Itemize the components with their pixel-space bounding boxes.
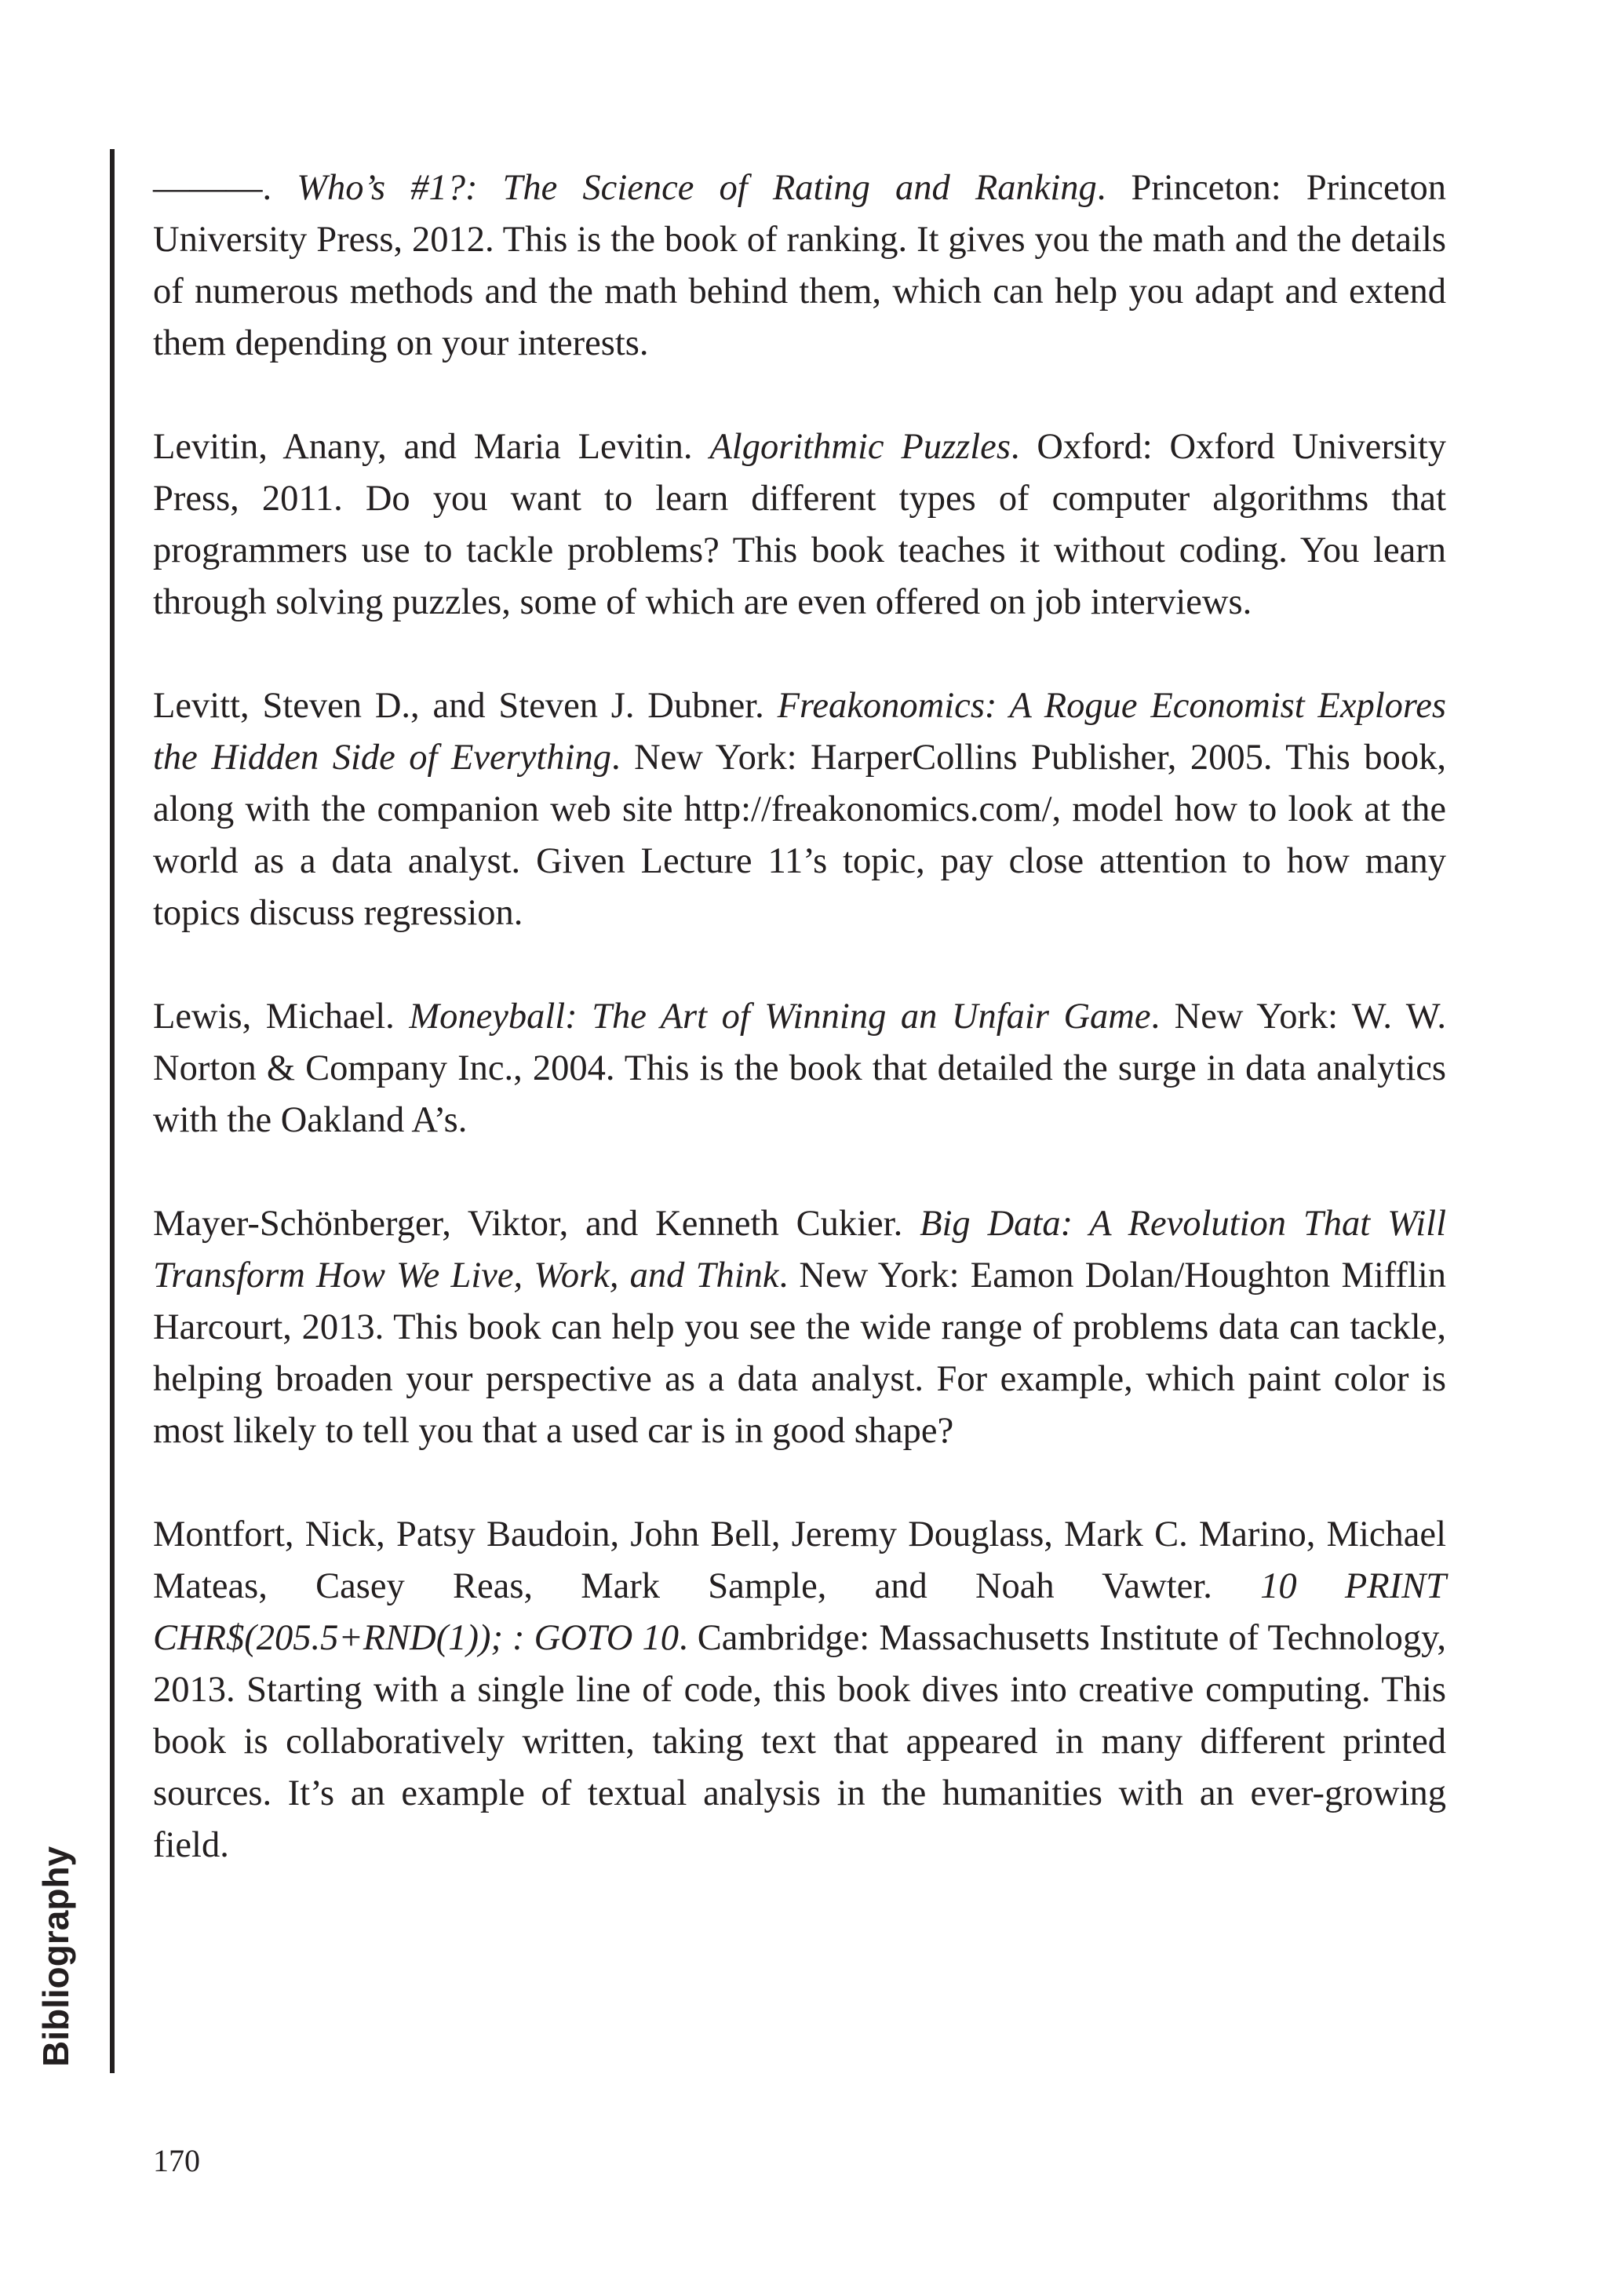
page-number: 170 xyxy=(153,2143,200,2178)
entry-authors: ———. xyxy=(153,168,297,208)
entry-authors: Lewis, Michael. xyxy=(153,997,410,1037)
entry-authors: Levitin, Anany, and Maria Levitin. xyxy=(153,427,710,467)
bibliography-entry xyxy=(153,1198,1446,1457)
entry-title: Moneyball: The Art of Winning an Unfair Game xyxy=(409,997,1151,1037)
entry-authors: Montfort, Nick, Patsy Baudoin, John Bell, Jeremy Douglass, Mark C. Marino, Michael Mateas, Casey Reas, Mark Sample, and Noah Vawter. xyxy=(153,1514,1446,1606)
entry-title: Big Data: A Revolution That Will Transform How We Live, Work, and Think xyxy=(153,1204,1446,1296)
bibliography-entry xyxy=(153,162,1446,370)
entry-annotation: . Cambridge: Massachusetts Institute of Technology, 2013. Starting with a single line of code, this book dives into creative computing. This book is collaboratively written, taking text that appeared in many different printed sources. It’s an example of textual analysis in the humanities with an ever-growing field. xyxy=(153,1618,1446,1865)
bibliography-entry xyxy=(153,680,1446,939)
section-tab-label: Bibliography xyxy=(35,1846,76,2067)
entry-title: Freakonomics: A Rogue Economist Explores the Hidden Side of Everything xyxy=(153,686,1446,778)
entry-title: 10 PRINT CHR$(205.5+RND(1)); : GOTO 10 xyxy=(153,1566,1446,1658)
entry-annotation: . New York: HarperCollins Publisher, 2005. This book, along with the companion web site http://freakonomics.com/, model how to look at the world as a data analyst. Given Lecture 11’s topic, pay close attention to how many topics discuss regression. xyxy=(153,738,1446,933)
entry-annotation: . New York: W. W. Norton & Company Inc., 2004. This is the book that detailed the surge in data analytics with the Oakland A’s. xyxy=(153,997,1446,1140)
bibliography-list xyxy=(153,162,1446,1923)
entry-annotation: . Oxford: Oxford University Press, 2011. Do you want to learn different types of computer algorithms that programmers use to tackle problems? This book teaches it without coding. You learn through solving puzzles, some of which are even offered on job interviews. xyxy=(153,427,1446,622)
entry-annotation: . Princeton: Princeton University Press, 2012. This is the book of ranking. It gives you the math and the details of numerous methods and the math behind them, which can help you adapt and extend them depending on your interests. xyxy=(153,168,1446,363)
entry-authors: Mayer-Schönberger, Viktor, and Kenneth Cukier. xyxy=(153,1204,920,1244)
entry-annotation: . New York: Eamon Dolan/Houghton Mifflin Harcourt, 2013. This book can help you see the wide range of problems data can tackle, helping broaden your perspective as a data analyst. For example, which paint color is most likely to tell you that a used car is in good shape? xyxy=(153,1256,1446,1451)
bibliography-entry xyxy=(153,421,1446,629)
entry-title: Algorithmic Puzzles xyxy=(709,427,1011,467)
bibliography-entry xyxy=(153,1509,1446,1871)
entry-authors: Levitt, Steven D., and Steven J. Dubner. xyxy=(153,686,778,726)
bibliography-entry xyxy=(153,991,1446,1146)
entry-title: Who’s #1?: The Science of Rating and Ranking xyxy=(297,168,1097,208)
side-rule xyxy=(110,149,115,2073)
